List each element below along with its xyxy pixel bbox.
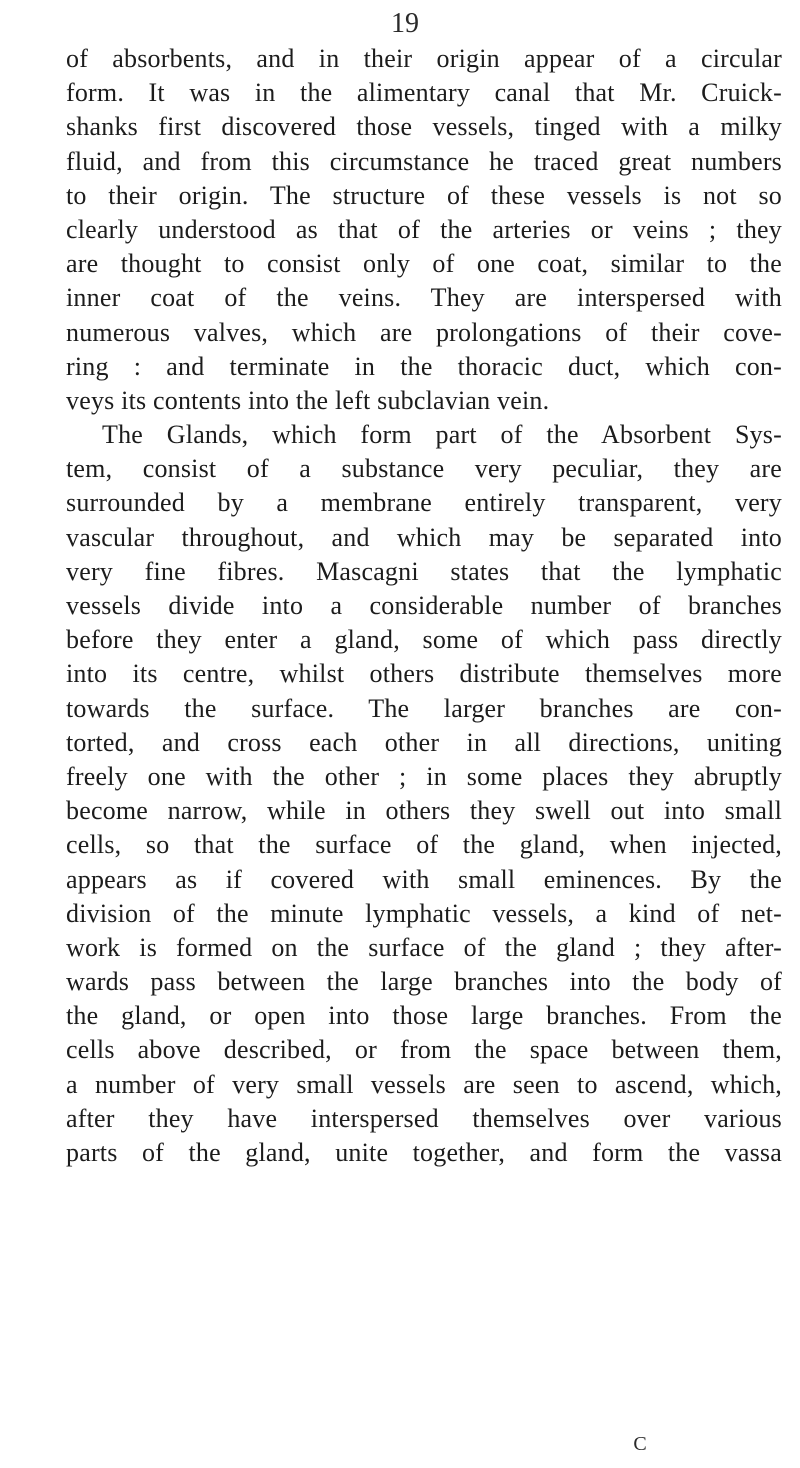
text-line: shanks first discovered those vessels, tinged with a milky (66, 112, 782, 142)
text-line: surrounded by a membrane entirely transparent, very (66, 488, 782, 518)
text-line: torted, and cross each other in all directions, uniting (66, 727, 782, 757)
text-line: are thought to consist only of one coat, similar to the (66, 249, 782, 279)
text-line: appears as if covered with small eminences. By the (66, 864, 782, 894)
text-line: tem, consist of a substance very peculiar, they are (66, 454, 782, 484)
text-line: wards pass between the large branches into the body of (66, 967, 782, 997)
text-line: division of the minute lymphatic vessels, a kind of net- (66, 898, 782, 928)
text-line: after they have interspersed themselves over various (66, 1103, 782, 1133)
text-line: numerous valves, which are prolongations of their cove- (66, 317, 782, 347)
text-line: cells, so that the surface of the gland, when injected, (66, 830, 782, 860)
text-line: parts of the gland, unite together, and form the vassa (66, 1138, 782, 1167)
text-line: cells above described, or from the space between them, (66, 1035, 782, 1065)
text-line: become narrow, while in others they swell out into small (66, 796, 782, 826)
text-line: clearly understood as that of the arteries or veins ; they (66, 214, 782, 244)
text-line: work is formed on the surface of the gland ; they after- (66, 932, 782, 962)
text-line: form. It was in the alimentary canal that Mr. Cruick- (66, 78, 782, 108)
text-line: into its centre, whilst others distribute themselves more (66, 659, 782, 689)
text-line: veys its contents into the left subclavian vein. (66, 385, 550, 415)
text-line: towards the surface. The larger branches are con- (66, 693, 782, 723)
page-number: 19 (391, 8, 419, 39)
text-line: before they enter a gland, some of which pass directly (66, 625, 782, 655)
text-line: a number of very small vessels are seen to ascend, which, (66, 1069, 782, 1099)
text-line: freely one with the other ; in some places they abruptly (66, 761, 782, 791)
paragraph-2 (66, 418, 782, 1170)
text-line: very fine fibres. Mascagni states that the lymphatic (66, 556, 782, 586)
text-line: ring : and terminate in the thoracic duct, which con- (66, 351, 782, 381)
text-line: inner coat of the veins. They are interspersed with (66, 283, 782, 313)
text-line: of absorbents, and in their origin appear of a circular (66, 44, 782, 73)
text-line: vessels divide into a considerable number of branches (66, 591, 782, 620)
text-line: the gland, or open into those large branches. From the (66, 1001, 782, 1031)
text-line: The Glands, which form part of the Absorbent Sys- (102, 420, 782, 450)
body-text (66, 42, 782, 1170)
text-line: vascular throughout, and which may be separated into (66, 522, 782, 552)
text-line: fluid, and from this circumstance he traced great numbers (66, 146, 782, 176)
text-line: to their origin. The structure of these vessels is not so (66, 180, 782, 210)
paragraph-1 (66, 42, 782, 418)
signature-mark: C (633, 1433, 647, 1455)
